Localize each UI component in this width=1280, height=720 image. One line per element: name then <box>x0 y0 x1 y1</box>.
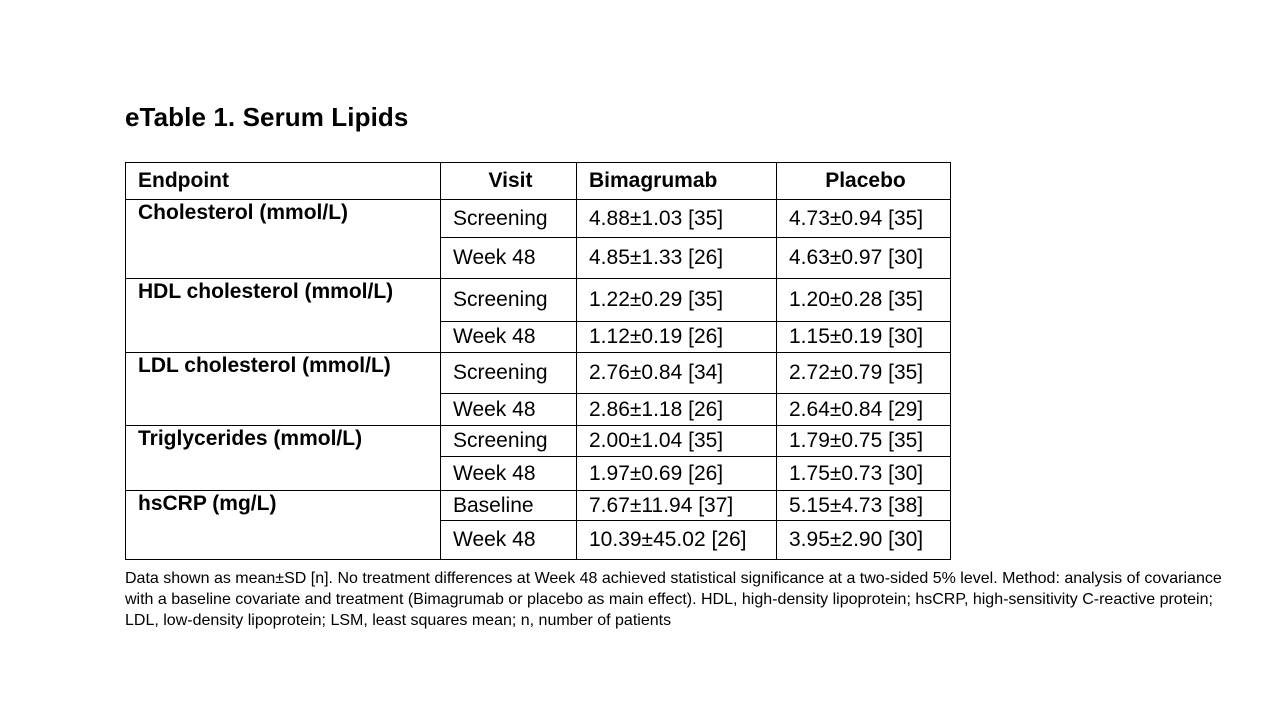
bimagrumab-cell: 2.76±0.84 [34] <box>577 353 777 394</box>
placebo-cell: 1.15±0.19 [30] <box>777 322 951 353</box>
table-footnote: Data shown as mean±SD [n]. No treatment differences at Week 48 achieved statistical significance at a two-sided 5% level. Method: analysis of covariance with a baseline covariate and treatment (Bimagrumab or placebo as main effect). HDL, high-density lipoprotein; hsCRP, high-sensitivity C-reactive protein; LDL, low-density lipoprotein; LSM, least squares mean; n, number of patients <box>125 570 1222 629</box>
bimagrumab-cell: 2.86±1.18 [26] <box>577 394 777 426</box>
placebo-cell: 1.20±0.28 [35] <box>777 279 951 322</box>
visit-cell: Screening <box>441 426 577 457</box>
endpoint-cell: LDL cholesterol (mmol/L) <box>126 353 441 426</box>
visit-cell: Screening <box>441 279 577 322</box>
table-row <box>126 200 951 238</box>
header-bimagrumab: Bimagrumab <box>577 163 777 200</box>
placebo-cell: 2.72±0.79 [35] <box>777 353 951 394</box>
visit-cell: Week 48 <box>441 238 577 279</box>
table-row <box>126 353 951 394</box>
endpoint-cell: HDL cholesterol (mmol/L) <box>126 279 441 353</box>
bimagrumab-cell: 1.12±0.19 [26] <box>577 322 777 353</box>
bimagrumab-cell: 4.88±1.03 [35] <box>577 200 777 238</box>
table-title: eTable 1. Serum Lipids <box>125 102 409 132</box>
header-endpoint: Endpoint <box>126 163 441 200</box>
placebo-cell: 4.73±0.94 [35] <box>777 200 951 238</box>
header-visit: Visit <box>441 163 577 200</box>
serum-lipids-table <box>125 162 951 560</box>
bimagrumab-cell: 1.22±0.29 [35] <box>577 279 777 322</box>
placebo-cell: 3.95±2.90 [30] <box>777 521 951 560</box>
table-row <box>126 426 951 457</box>
placebo-cell: 1.75±0.73 [30] <box>777 457 951 491</box>
visit-cell: Week 48 <box>441 457 577 491</box>
bimagrumab-cell: 7.67±11.94 [37] <box>577 491 777 521</box>
placebo-cell: 2.64±0.84 [29] <box>777 394 951 426</box>
table-row <box>126 491 951 521</box>
placebo-cell: 1.79±0.75 [35] <box>777 426 951 457</box>
header-placebo: Placebo <box>777 163 951 200</box>
endpoint-cell: Triglycerides (mmol/L) <box>126 426 441 491</box>
header-row <box>126 163 951 200</box>
visit-cell: Baseline <box>441 491 577 521</box>
bimagrumab-cell: 4.85±1.33 [26] <box>577 238 777 279</box>
placebo-cell: 4.63±0.97 [30] <box>777 238 951 279</box>
bimagrumab-cell: 1.97±0.69 [26] <box>577 457 777 491</box>
visit-cell: Screening <box>441 353 577 394</box>
endpoint-cell: Cholesterol (mmol/L) <box>126 200 441 279</box>
visit-cell: Week 48 <box>441 521 577 560</box>
table-row <box>126 279 951 322</box>
endpoint-cell: hsCRP (mg/L) <box>126 491 441 560</box>
bimagrumab-cell: 10.39±45.02 [26] <box>577 521 777 560</box>
visit-cell: Screening <box>441 200 577 238</box>
visit-cell: Week 48 <box>441 322 577 353</box>
placebo-cell: 5.15±4.73 [38] <box>777 491 951 521</box>
bimagrumab-cell: 2.00±1.04 [35] <box>577 426 777 457</box>
visit-cell: Week 48 <box>441 394 577 426</box>
